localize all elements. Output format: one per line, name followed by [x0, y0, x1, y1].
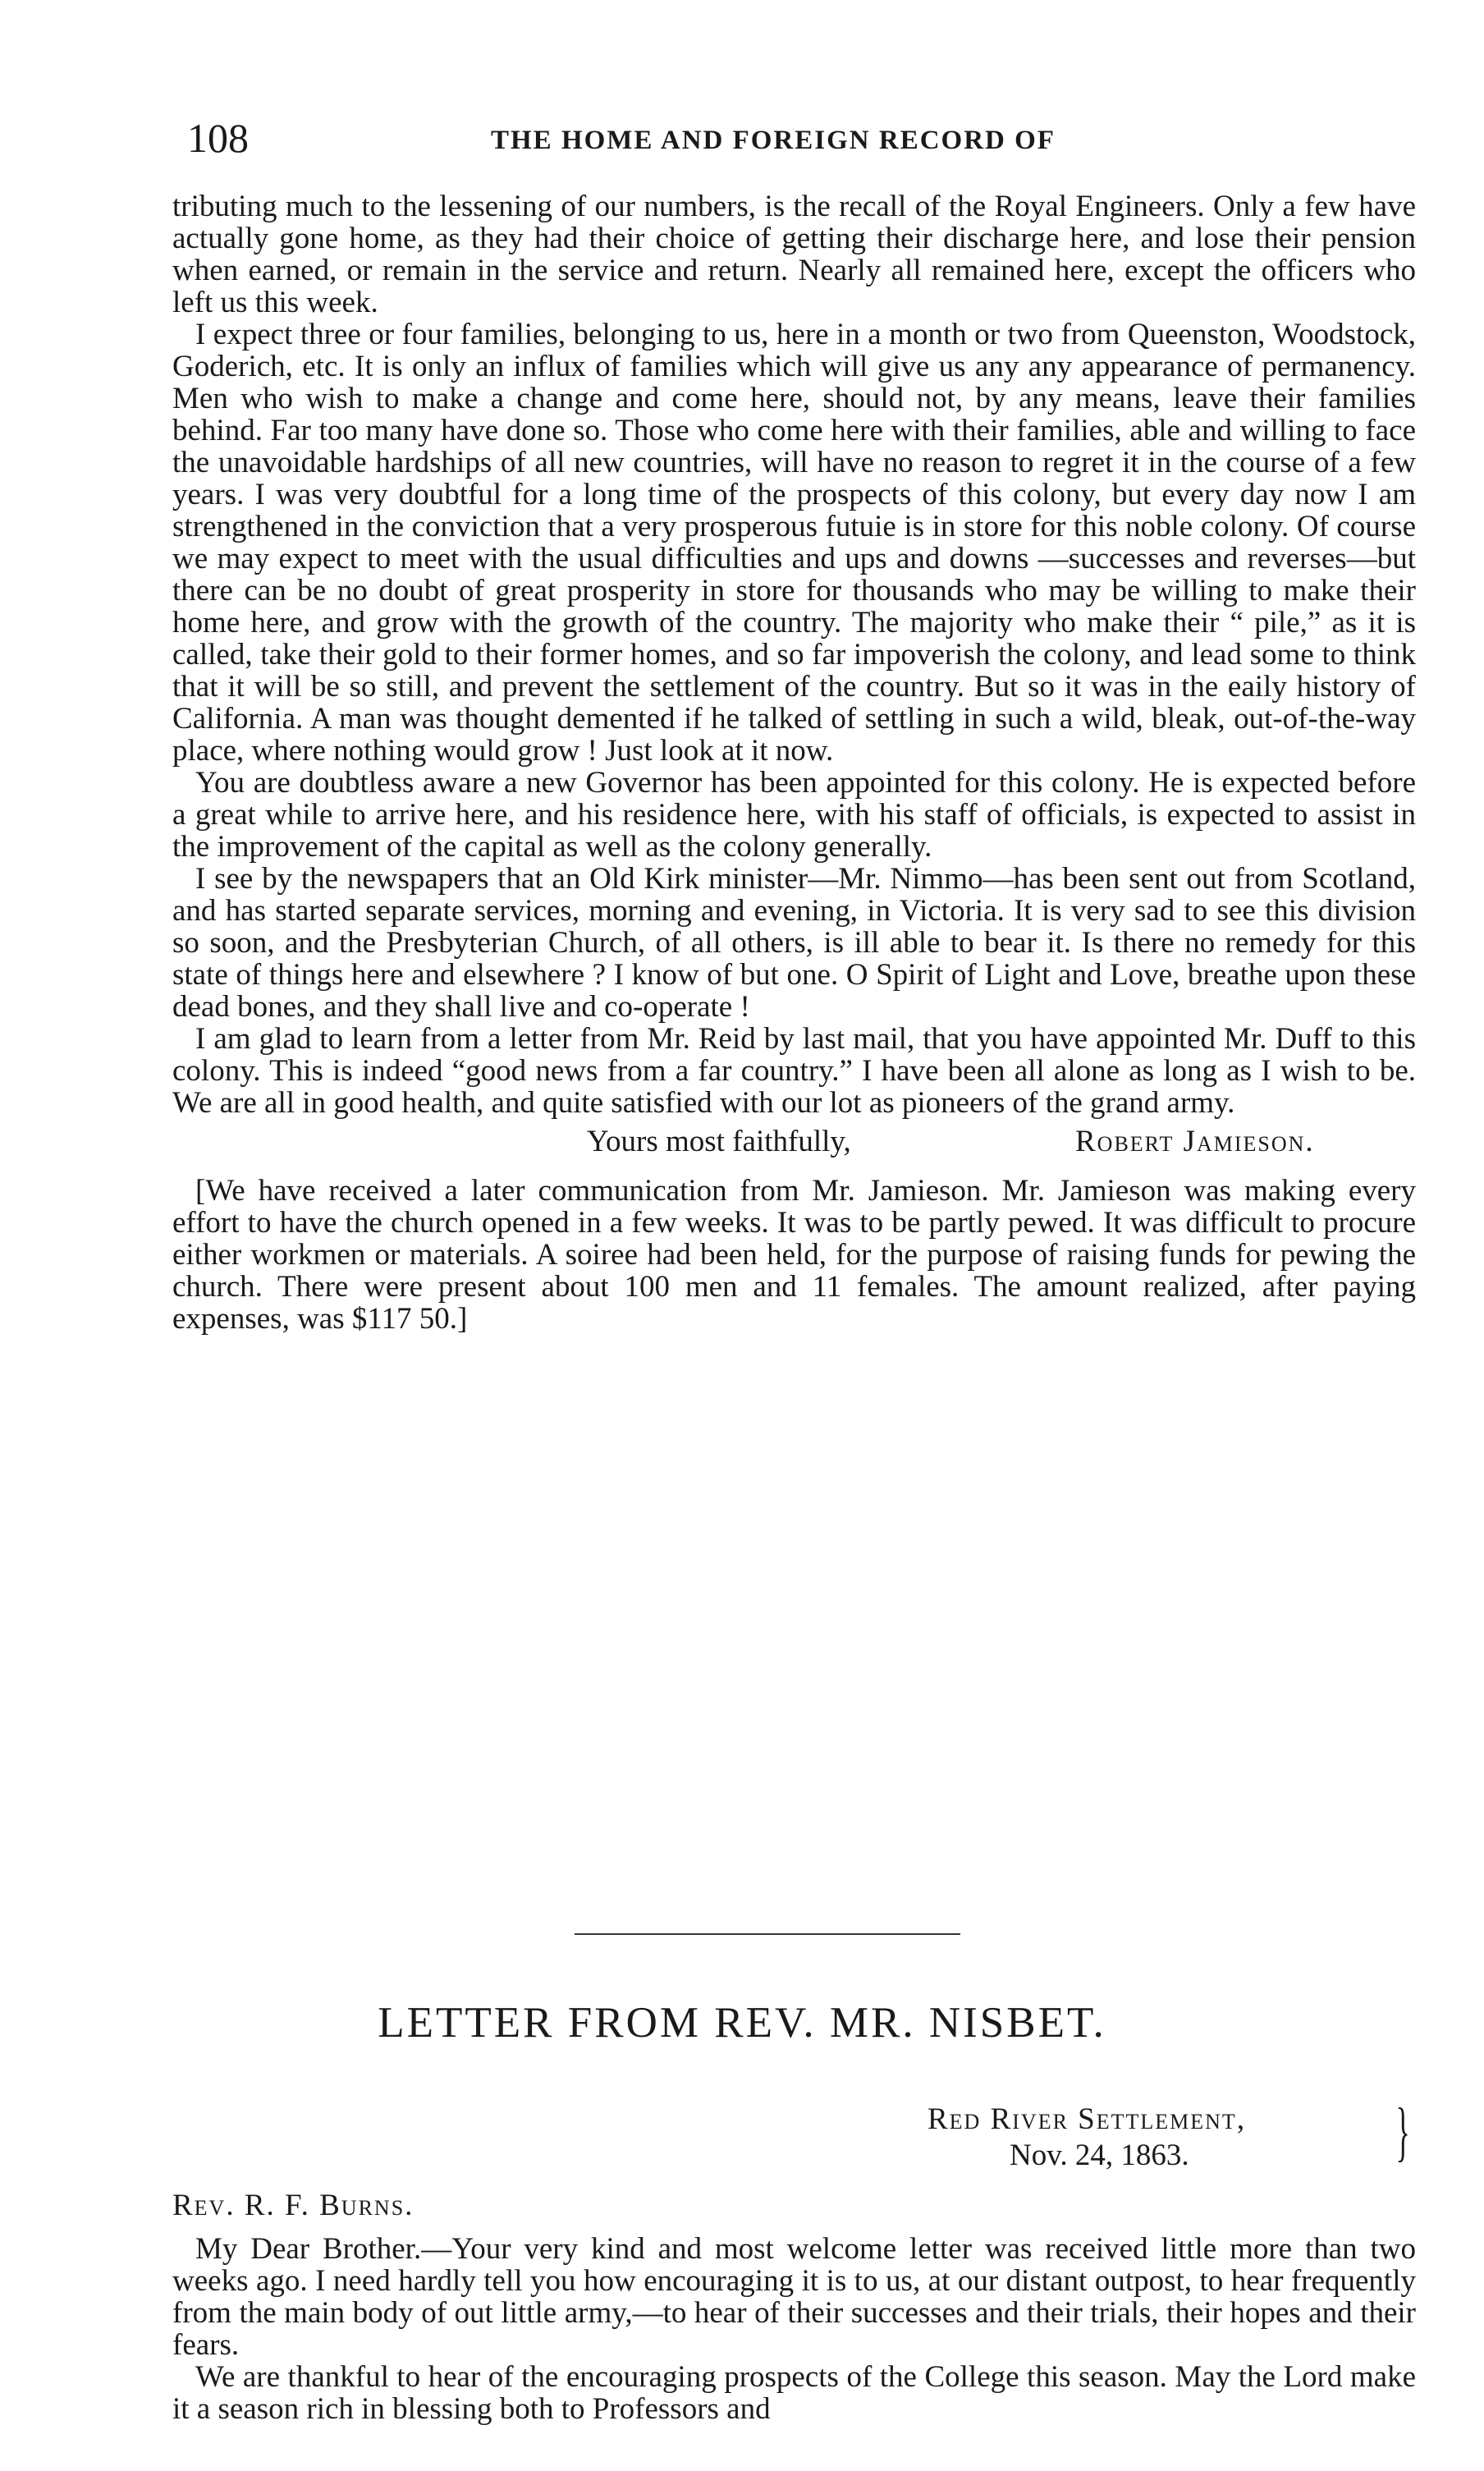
signature: Robert Jamieson.	[1075, 1125, 1315, 1158]
closing-phrase: Yours most faithfully,	[587, 1125, 851, 1158]
letter-place: Red River Settlement,	[928, 2102, 1247, 2136]
letter-dateline	[928, 2102, 1246, 2174]
paragraph-old-kirk: I see by the newspapers that an Old Kirk minister—Mr. Nimmo—has been sent out from Scotland, and has started separate services, morning and evening, in Victoria. It is very sad to see this division so soon, and the Presbyterian Church, of all others, is ill able to bear it. Is there no remedy for this state of things here and elsewhere ? I know of but one. O Spirit of Light and Love, breathe upon these dead bones, and they shall live and co-operate !	[172, 862, 1416, 1024]
article-body	[172, 190, 1416, 1335]
paragraph-continued: tributing much to the lessening of our numbers, is the recall of the Royal Engineers. Only a few have actually gone home, as they had their choice of getting their discharge here, and lose their pension when earned, or remain in the service and return. Nearly all remained here, except the officers who left us this week.	[172, 190, 1416, 319]
letter-signoff	[172, 1124, 1416, 1165]
letter-date: Nov. 24, 1863.	[1010, 2139, 1189, 2172]
brace-glyph: }	[1395, 2096, 1410, 2168]
section-divider	[575, 1933, 960, 1935]
editor-note: [We have received a later communication from Mr. Jamieson. Mr. Jamieson was making every effort to have the church opened in a few weeks. It was to be partly pewed. It was difficult to procure either workmen or materials. A soiree had been held, for the purpose of raising funds for pewing the church. There were present about 100 men and 11 females. The amount realized, after paying expenses, was $117 50.]	[172, 1174, 1416, 1336]
letter-paragraph-college: We are thankful to hear of the encouraging prospects of the College this season. May the Lord make it a season rich in blessing both to Professors and	[172, 2360, 1416, 2426]
letter-heading: LETTER FROM REV. MR. NISBET.	[378, 1999, 1106, 2047]
running-head	[187, 113, 1410, 163]
page-number: 108	[187, 115, 249, 161]
paragraph-families: I expect three or four families, belonging to us, here in a month or two from Queenston, Woodstock, Goderich, etc. It is only an influx of families which will give us any any appearance of permanency. Men who wish to make a change and come here, should not, by any means, leave their families behind. Far too many have done so. Those who come here with their families, able and willing to face the unavoidable hardships of all new countries, will have no reason to regret it in the course of a few years. I was very doubtful for a long time of the prospects of this colony, but every day now I am strengthened in the conviction that a very prosperous futuie is in store for this noble colony. Of course we may expect to meet with the usual difficulties and ups and downs —successes and reverses—but there can be no doubt of great prosperity in store for thousands who may be willing to make their home here, and grow with the growth of the country. The majority who make their “ pile,” as it is called, take their gold to their former homes, and so far impoverish the colony, and lead some to think that it will be so still, and prevent the settlement of the country. But so it was in the eaily history of California. A man was thought demented if he talked of settling in such a wild, bleak, out-of-the-way place, where nothing would grow ! Just look at it now.	[172, 318, 1416, 768]
letter-paragraph-greeting: My Dear Brother.—Your very kind and most welcome letter was received little more than two weeks ago. I need hardly tell you how encouraging it is to us, at our distant outpost, to hear frequently from the main body of out little army,—to hear of their successes and their trials, their hopes and their fears.	[172, 2232, 1416, 2362]
letter-body	[172, 2233, 1416, 2425]
running-title: THE HOME AND FOREIGN RECORD OF	[491, 126, 1056, 155]
paragraph-governor: You are doubtless aware a new Governor has been appointed for this colony. He is expected before a great while to arrive here, and his residence here, with his staff of officials, is expected to assist in the improvement of the capital as well as the colony generally.	[172, 766, 1416, 864]
letter-addressee: Rev. R. F. Burns.	[172, 2189, 415, 2222]
paragraph-mr-duff: I am glad to learn from a letter from Mr. Reid by last mail, that you have appointed Mr. Duff to this colony. This is indeed “good news from a far country.” I have been all alone as long as I wish to be. We are all in good health, and quite satisfied with our lot as pioneers of the grand army.	[172, 1022, 1416, 1120]
